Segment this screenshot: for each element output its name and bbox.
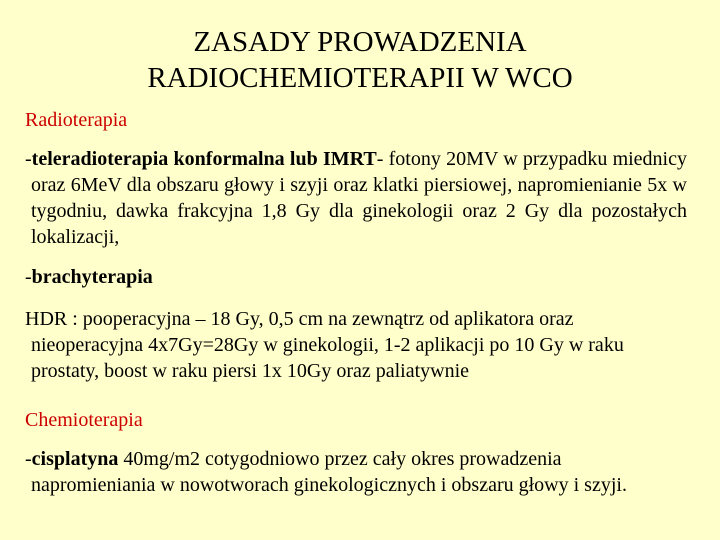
- cisplatin-term: cisplatyna: [31, 448, 119, 470]
- brachytherapy-term: brachyterapia: [31, 266, 153, 288]
- hdr-text: HDR : pooperacyjna – 18 Gy, 0,5 cm na zewnątrz od aplikatora oraz nieoperacyjna 4x7Gy=28Gy w ginekologii, 1-2 aplikacji po 10 Gy w raku prostaty, boost w raku piersi 1x 10Gy oraz paliatywnie: [25, 308, 624, 382]
- brachytherapy-paragraph: [25, 264, 687, 290]
- slide-title-line-2: RADIOCHEMIOTERAPII W WCO: [147, 62, 573, 94]
- chemotherapy-heading: Chemioterapia: [25, 409, 143, 431]
- hdr-paragraph: [25, 306, 687, 384]
- cisplatin-paragraph: [25, 446, 687, 498]
- teleradiotherapy-bullet: -: [25, 148, 32, 170]
- radiotherapy-heading: Radioterapia: [25, 109, 128, 131]
- slide-title-line-1: ZASADY PROWADZENIA: [193, 26, 527, 58]
- teleradiotherapy-paragraph: [25, 146, 687, 250]
- brachytherapy-bullet: -: [25, 266, 32, 288]
- teleradiotherapy-text: - fotony 20MV w przypadku miednicy oraz 6MeV dla obszaru głowy i szyji oraz klatki piersiowej, napromienianie 5x w tygodniu, dawka frakcyjna 1,8 Gy dla ginekologii oraz 2 Gy dla pozostałych lokalizacji,: [31, 148, 687, 248]
- teleradiotherapy-term: teleradioterapia konformalna lub IMRT: [31, 148, 377, 170]
- cisplatin-bullet: -: [25, 448, 32, 470]
- slide-title: [0, 24, 720, 96]
- cisplatin-text: 40mg/m2 cotygodniowo przez cały okres prowadzenia napromieniania w nowotworach ginekologicznych i obszaru głowy i szyji.: [31, 448, 627, 496]
